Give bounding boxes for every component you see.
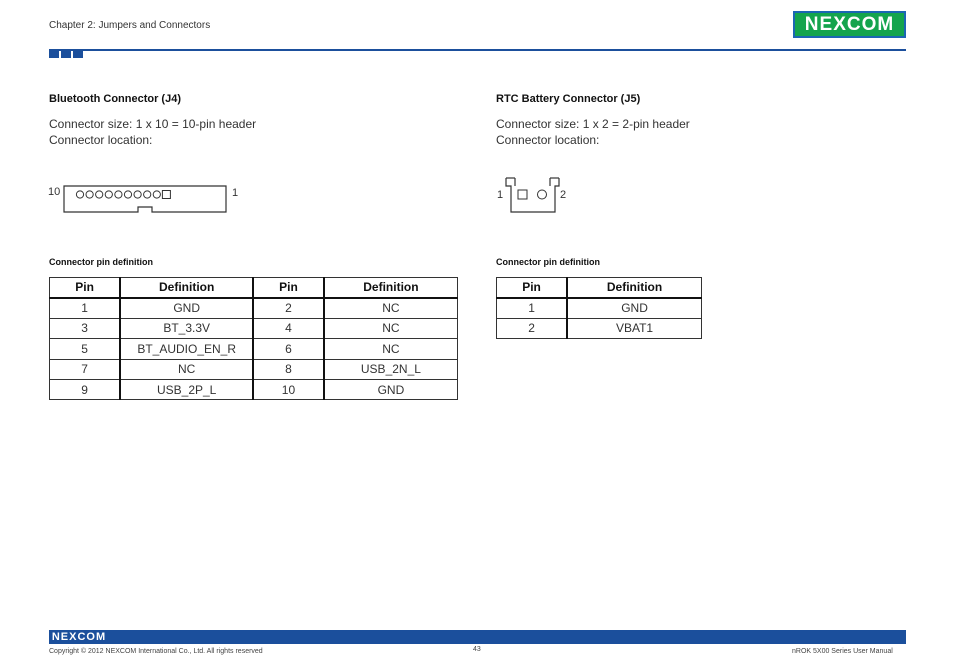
col-header-definition: Definition [324,278,458,298]
cell-pin: 4 [253,318,324,338]
rtc-connector-diagram [505,174,561,214]
logo-text: NEXCOM [795,13,904,36]
table-row [497,318,702,338]
table-header-row [50,278,458,298]
cell-definition: VBAT1 [567,318,701,338]
bluetooth-size: Connector size: 1 x 10 = 10-pin header [49,117,257,131]
chapter-title: Chapter 2: Jumpers and Connectors [49,20,211,31]
rtc-caption: Connector pin definition [496,257,600,267]
bluetooth-connector-diagram [62,180,228,216]
cell-pin: 6 [253,339,324,359]
col-header-pin: Pin [253,278,324,298]
col-header-definition: Definition [120,278,253,298]
bluetooth-pin-5 [124,191,131,198]
bluetooth-pin-3 [144,191,151,198]
rtc-pin-left-label: 1 [497,189,504,201]
table-row [497,298,702,318]
cell-definition: GND [324,379,458,399]
nexcom-logo [793,11,906,38]
cell-definition: USB_2P_L [120,379,253,399]
cell-definition: NC [324,298,458,318]
cell-pin: 8 [253,359,324,379]
col-header-definition: Definition [567,278,701,298]
header-rule [49,49,906,51]
bluetooth-title: Bluetooth Connector (J4) [49,93,181,105]
cell-pin: 9 [50,379,121,399]
cell-pin: 2 [253,298,324,318]
rtc-pin-1-square [518,190,527,199]
footer-logo: NEXCOM [51,631,107,643]
cell-pin: 3 [50,318,121,338]
cell-pin: 7 [50,359,121,379]
footer-copyright: Copyright © 2012 NEXCOM International Co., Ltd. All rights reserved [49,648,263,655]
cell-definition: NC [324,318,458,338]
rtc-pin-2-circle [538,190,547,199]
cell-definition: BT_3.3V [120,318,253,338]
table-row [50,318,458,338]
bluetooth-pin-table [49,277,458,400]
bluetooth-pin-8 [96,191,103,198]
cell-definition: NC [324,339,458,359]
col-header-pin: Pin [50,278,121,298]
bluetooth-pin-9 [86,191,93,198]
bluetooth-pin-2 [153,191,160,198]
bluetooth-pin-7 [105,191,112,198]
col-header-pin: Pin [497,278,568,298]
cell-definition: GND [120,298,253,318]
bluetooth-pin-10 [76,191,83,198]
footer-band [49,630,906,644]
cell-pin: 1 [497,298,568,318]
cell-pin: 1 [50,298,121,318]
bluetooth-pin-right-label: 1 [232,187,239,199]
table-row [50,298,458,318]
bluetooth-pin-4 [134,191,141,198]
header-decoration [49,50,83,58]
bluetooth-pin-left-label: 10 [48,186,61,198]
bluetooth-pin-1 [162,191,170,199]
bluetooth-pin-6 [115,191,122,198]
cell-pin: 2 [497,318,568,338]
rtc-pin-table [496,277,702,339]
cell-pin: 5 [50,339,121,359]
cell-definition: NC [120,359,253,379]
bluetooth-caption: Connector pin definition [49,257,153,267]
cell-definition: BT_AUDIO_EN_R [120,339,253,359]
rtc-pin-right-label: 2 [560,189,567,201]
table-row [50,339,458,359]
cell-pin: 10 [253,379,324,399]
table-header-row [497,278,702,298]
rtc-size: Connector size: 1 x 2 = 2-pin header [496,117,690,131]
bluetooth-location: Connector location: [49,133,153,147]
table-row [50,379,458,399]
rtc-location: Connector location: [496,133,600,147]
footer-manual-name: nROK 5X00 Series User Manual [792,648,893,655]
footer-page-number: 43 [473,646,481,653]
cell-definition: GND [567,298,701,318]
cell-definition: USB_2N_L [324,359,458,379]
rtc-title: RTC Battery Connector (J5) [496,93,641,105]
table-row [50,359,458,379]
